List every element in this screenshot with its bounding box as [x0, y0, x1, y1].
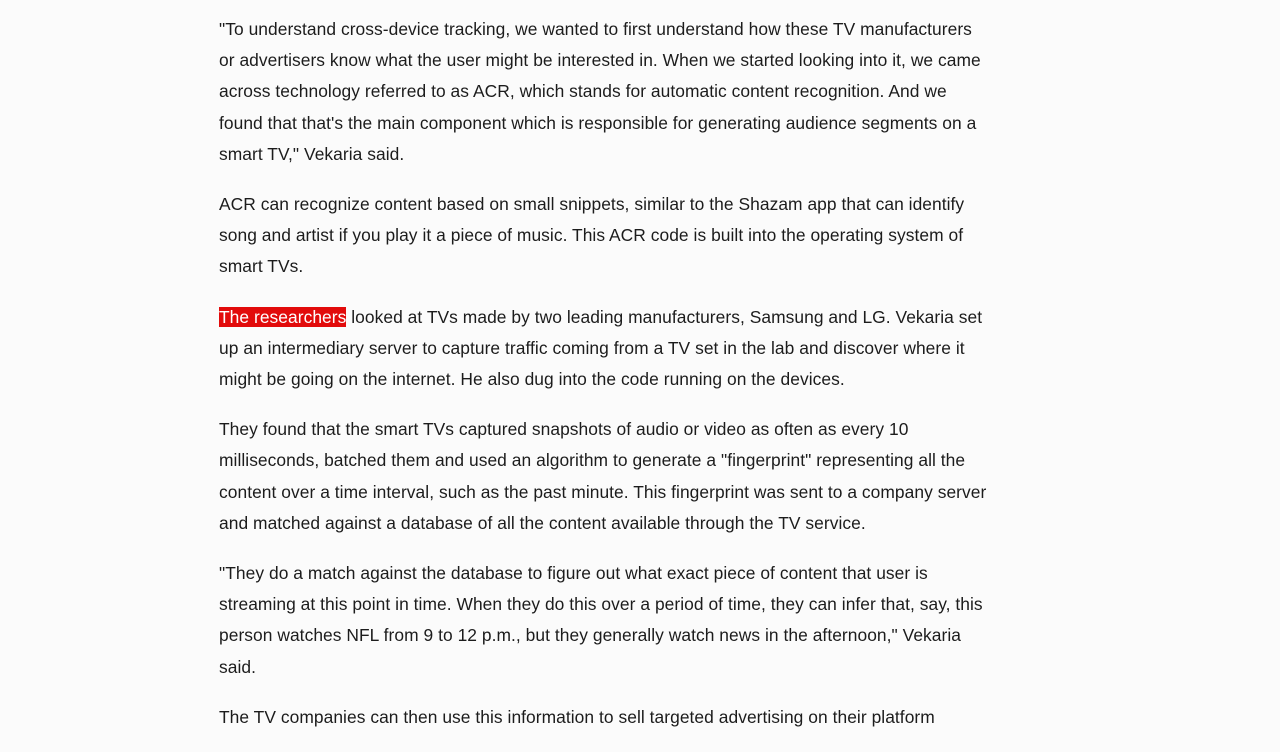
article-body	[219, 14, 1059, 752]
paragraph-6	[219, 702, 1059, 733]
paragraph-line: song and artist if you play it a piece of music. This ACR code is built into the operating system of	[219, 225, 964, 246]
text-selection-highlight[interactable]: The researchers	[219, 306, 347, 327]
paragraph-line-with-selection[interactable]	[219, 302, 1059, 333]
paragraph-line-rest: looked at TVs made by two leading manufacturers, Samsung and LG. Vekaria set	[346, 306, 983, 327]
paragraph-line: "To understand cross-device tracking, we wanted to first understand how these TV manufacturers	[219, 19, 972, 39]
paragraph-line: The TV companies can then use this information to sell targeted advertising on their platform	[219, 706, 935, 727]
paragraph-line: and matched against a database of all the content available through the TV service.	[219, 512, 866, 533]
paragraph-line: up an intermediary server to capture traffic coming from a TV set in the lab and discover where it	[219, 337, 965, 358]
paragraph-line: found that that's the main component which is responsible for generating audience segments on a	[219, 112, 977, 133]
paragraph-1	[219, 14, 1059, 170]
paragraph-2	[219, 189, 1059, 283]
paragraph-line: ACR can recognize content based on small snippets, similar to the Shazam app that can identify	[219, 194, 965, 215]
paragraph-line: "They do a match against the database to figure out what exact piece of content that user is	[219, 563, 928, 584]
paragraph-line: or advertisers know what the user might be interested in. When we started looking into it, we came	[219, 50, 981, 71]
paragraph-line: might be going on the internet. He also dug into the code running on the devices.	[219, 369, 845, 390]
paragraph-line: milliseconds, batched them and used an algorithm to generate a "fingerprint" representing all the	[219, 450, 966, 471]
paragraph-line: across technology referred to as ACR, which stands for automatic content recognition. And we	[219, 81, 947, 102]
paragraph-line: person watches NFL from 9 to 12 p.m., but they generally watch news in the afternoon," Vekaria	[219, 625, 961, 646]
paragraph-4	[219, 414, 1059, 539]
paragraph-5	[219, 558, 1059, 683]
paragraph-line: smart TV," Vekaria said.	[219, 143, 405, 164]
paragraph-3[interactable]	[219, 302, 1059, 396]
paragraph-line: content over a time interval, such as the past minute. This fingerprint was sent to a company server	[219, 481, 987, 502]
paragraph-line: said.	[219, 656, 256, 677]
paragraph-line: streaming at this point in time. When they do this over a period of time, they can infer that, say, this	[219, 594, 983, 615]
paragraph-line: smart TVs.	[219, 256, 304, 277]
paragraph-line: They found that the smart TVs captured snapshots of audio or video as often as every 10	[219, 419, 909, 440]
